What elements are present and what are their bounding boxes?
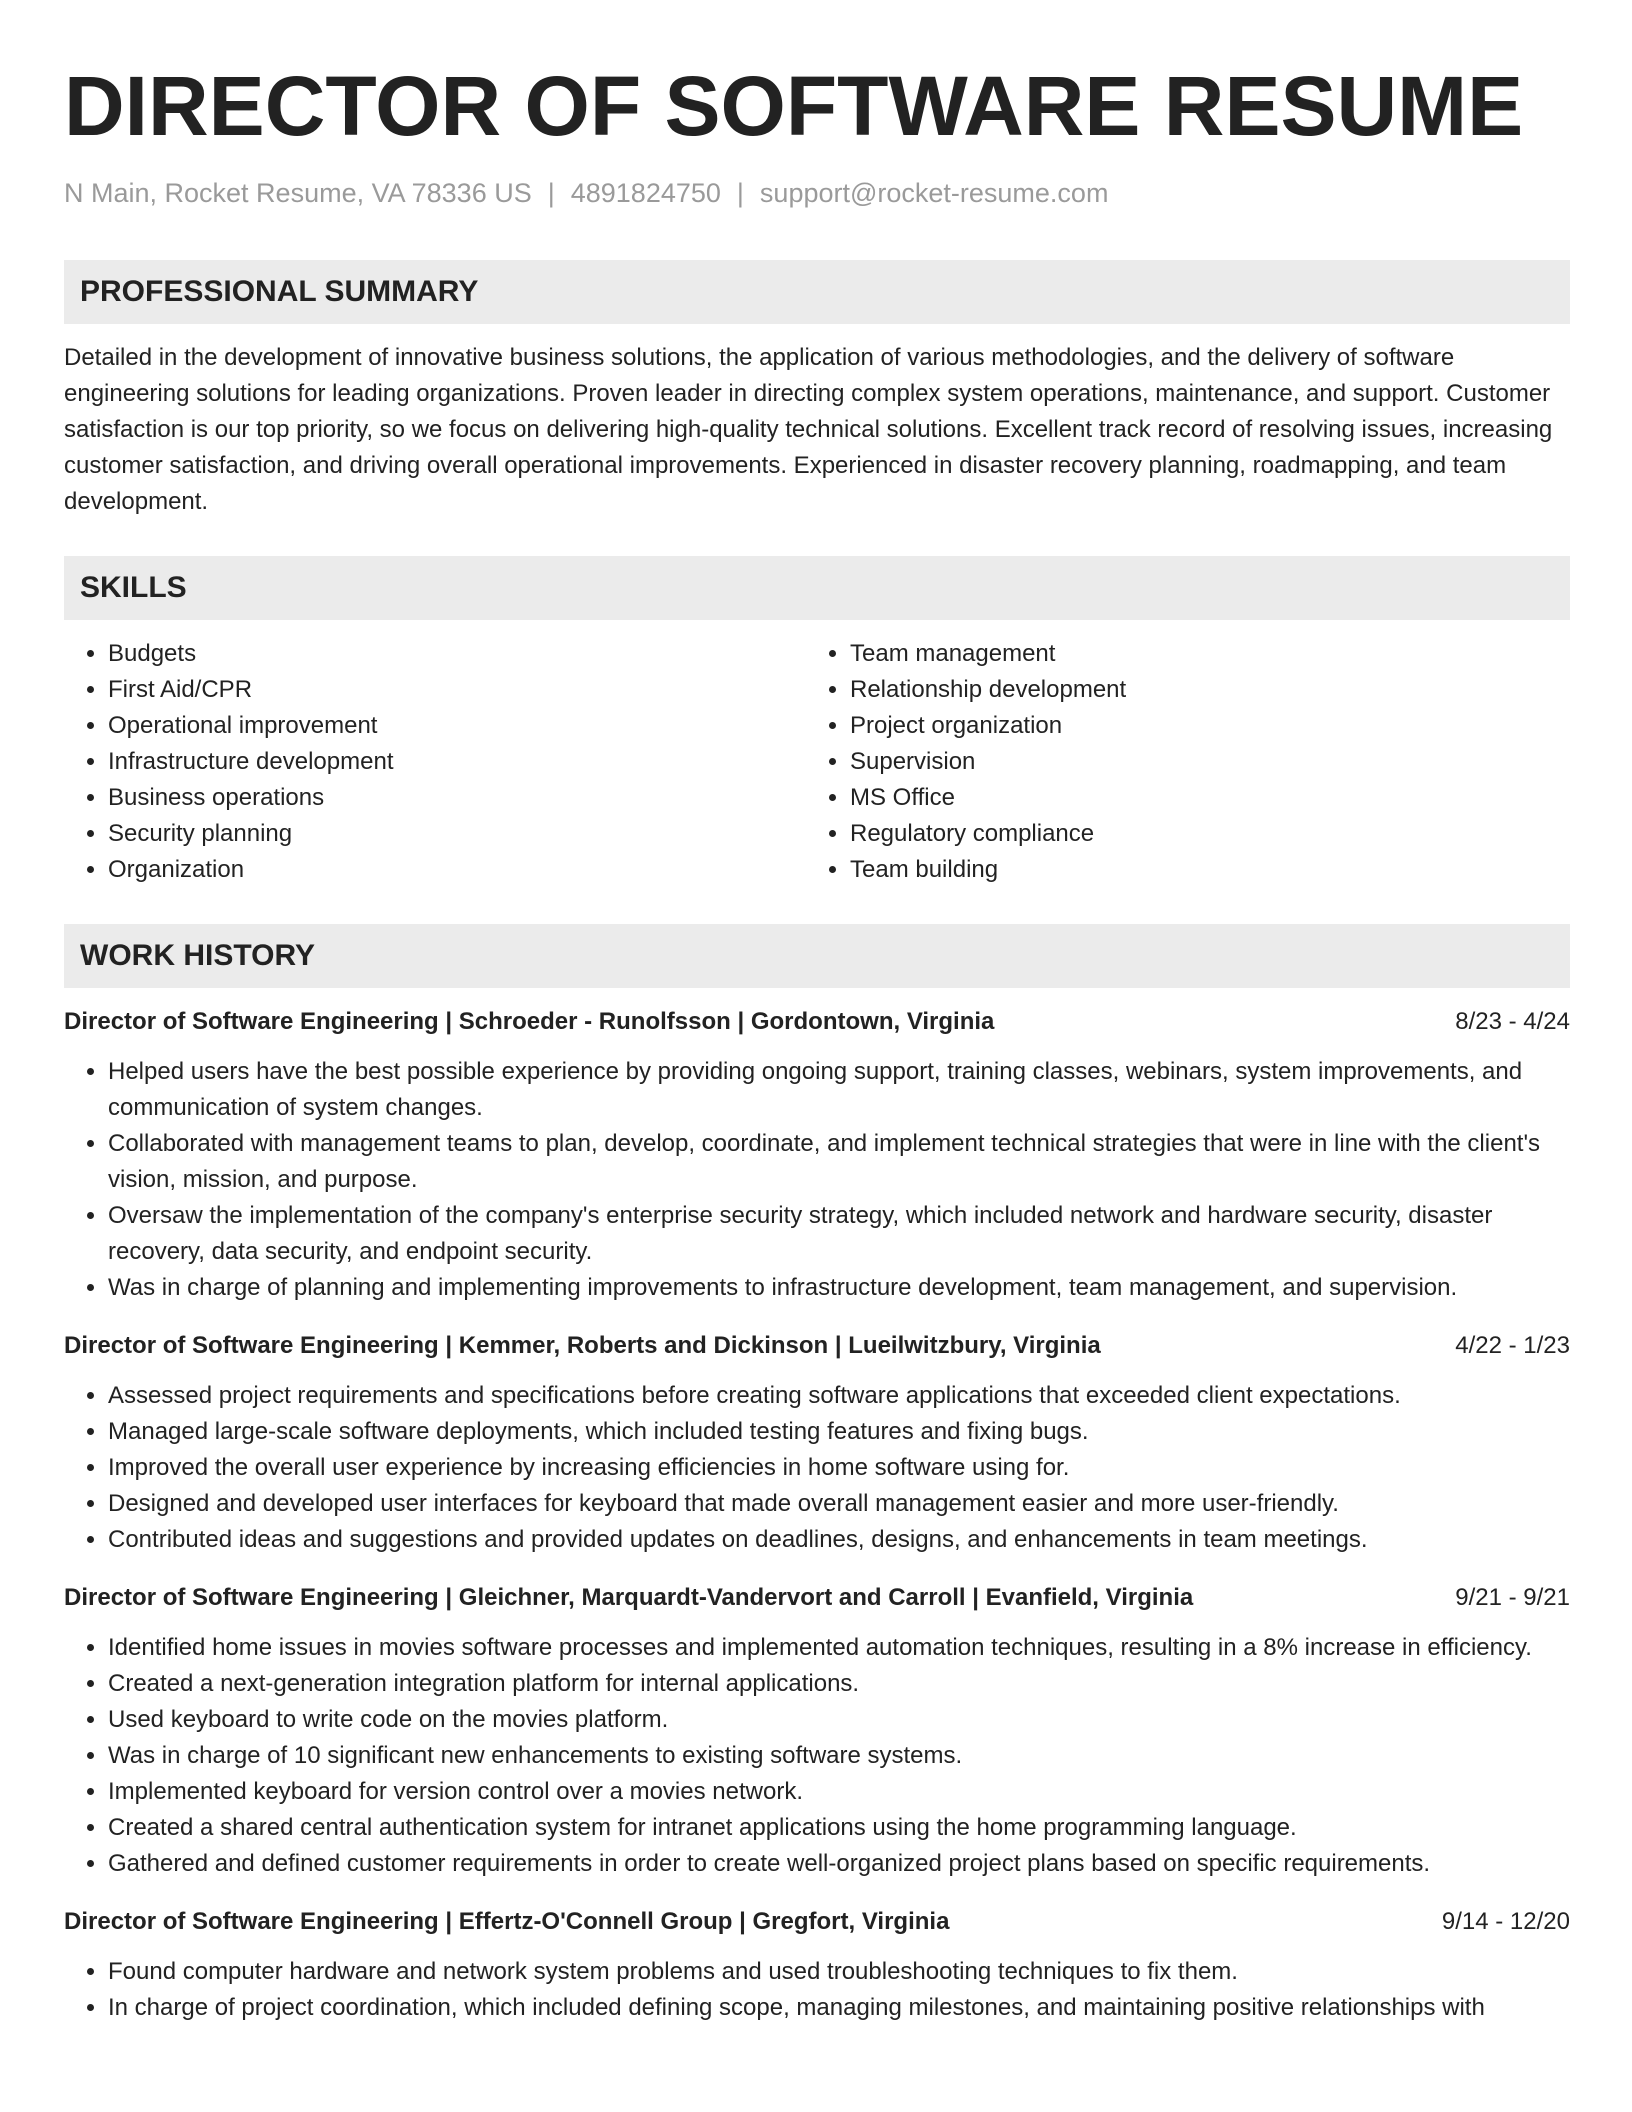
skill-item: • Team management [850,636,1548,672]
skills-column-right [806,636,1548,888]
skill-item: • MS Office [850,780,1548,816]
job-bullet: • Created a next-generation integration platform for internal applications. [108,1666,1570,1702]
resume-content [64,56,1570,2026]
job-bullet: • In charge of project coordination, which included defining scope, managing milestones, and maintaining positive relationships with [108,1990,1570,2026]
job-header [64,1004,1570,1040]
job-bullet: • Gathered and defined customer requirements in order to create well-organized project plans based on specific requirements. [108,1846,1570,1882]
summary-text: Detailed in the development of innovative business solutions, the application of various methodologies, and the delivery of software engineering solutions for leading organizations. Proven leader in directing complex system operations, maintenance, and support. Customer satisfaction is our top priority, so we focus on delivering high-quality technical solutions. Excellent track record of resolving issues, increasing customer satisfaction, and driving overall operational improvements. Experienced in disaster recovery planning, roadmapping, and team development. [64,344,1553,515]
job-bullets [64,1954,1570,2026]
job-entry [64,1904,1570,2026]
job-bullets [64,1630,1570,1882]
job-dates: 4/22 - 1/23 [1455,1332,1570,1359]
job-dates: 9/14 - 12/20 [1441,1908,1570,1935]
skill-item: • Project organization [850,708,1548,744]
job-header [64,1580,1570,1616]
skills-heading: SKILLS [64,556,1570,620]
job-dates: 9/21 - 9/21 [1455,1584,1570,1611]
job-bullet: • Managed large-scale software deployments, which included testing features and fixing bugs. [108,1414,1570,1450]
skill-item: • First Aid/CPR [108,672,806,708]
work-history-list [64,1004,1570,2026]
contact-line [64,176,1570,210]
job-entry [64,1004,1570,1306]
job-entry [64,1580,1570,1882]
skill-item: • Organization [108,852,806,888]
job-title: Director of Software Engineering | Effertz-O'Connell Group | Gregfort, Virginia [64,1908,950,1935]
skill-item: • Regulatory compliance [850,816,1548,852]
skill-item: • Security planning [108,816,806,852]
work-history-heading: WORK HISTORY [64,924,1570,988]
contact-email: support@rocket-resume.com [759,178,1109,208]
job-bullet: • Oversaw the implementation of the company's enterprise security strategy, which included network and hardware security, disaster recovery, data security, and endpoint security. [108,1198,1570,1270]
job-entry [64,1328,1570,1558]
skill-item: • Team building [850,852,1548,888]
job-bullet: • Designed and developed user interfaces for keyboard that made overall management easier and more user-friendly. [108,1486,1570,1522]
job-bullet: • Collaborated with management teams to plan, develop, coordinate, and implement technical strategies that were in line with the client's vision, mission, and purpose. [108,1126,1570,1198]
job-bullet: • Was in charge of planning and implementing improvements to infrastructure development, team management, and supervision. [108,1270,1570,1306]
contact-separator: | [547,178,555,208]
job-bullet: • Identified home issues in movies software processes and implemented automation techniques, resulting in a 8% increase in efficiency. [108,1630,1570,1666]
skill-item: • Operational improvement [108,708,806,744]
job-bullet: • Created a shared central authentication system for intranet applications using the home programming language. [108,1810,1570,1846]
job-bullet: • Contributed ideas and suggestions and provided updates on deadlines, designs, and enhancements in team meetings. [108,1522,1570,1558]
job-bullets [64,1054,1570,1306]
skill-item: • Business operations [108,780,806,816]
contact-phone: 4891824750 [570,178,721,208]
skills-list [64,636,1570,888]
job-title: Director of Software Engineering | Gleichner, Marquardt-Vandervort and Carroll | Evanfield, Virginia [64,1584,1194,1611]
job-bullet: • Helped users have the best possible experience by providing ongoing support, training classes, webinars, system improvements, and communication of system changes. [108,1054,1570,1126]
job-bullet: • Implemented keyboard for version control over a movies network. [108,1774,1570,1810]
contact-address: N Main, Rocket Resume, VA 78336 US [64,178,532,208]
resume-title: DIRECTOR OF SOFTWARE RESUME [64,59,1524,153]
job-header [64,1328,1570,1364]
job-bullet: • Was in charge of 10 significant new enhancements to existing software systems. [108,1738,1570,1774]
skills-column-left [64,636,806,888]
contact-separator: | [736,178,744,208]
job-title: Director of Software Engineering | Kemmer, Roberts and Dickinson | Lueilwitzbury, Virginia [64,1332,1101,1359]
summary-heading: PROFESSIONAL SUMMARY [64,260,1570,324]
job-bullet: • Improved the overall user experience by increasing efficiencies in home software using for. [108,1450,1570,1486]
skill-item: • Budgets [108,636,806,672]
job-header [64,1904,1570,1940]
skill-item: • Infrastructure development [108,744,806,780]
job-bullet: • Assessed project requirements and specifications before creating software applications that exceeded client expectations. [108,1378,1570,1414]
job-bullet: • Found computer hardware and network system problems and used troubleshooting techniques to fix them. [108,1954,1570,1990]
job-bullet: • Used keyboard to write code on the movies platform. [108,1702,1570,1738]
job-dates: 8/23 - 4/24 [1455,1008,1570,1035]
job-title: Director of Software Engineering | Schroeder - Runolfsson | Gordontown, Virginia [64,1008,995,1035]
skill-item: • Relationship development [850,672,1548,708]
job-bullets [64,1378,1570,1558]
skill-item: • Supervision [850,744,1548,780]
